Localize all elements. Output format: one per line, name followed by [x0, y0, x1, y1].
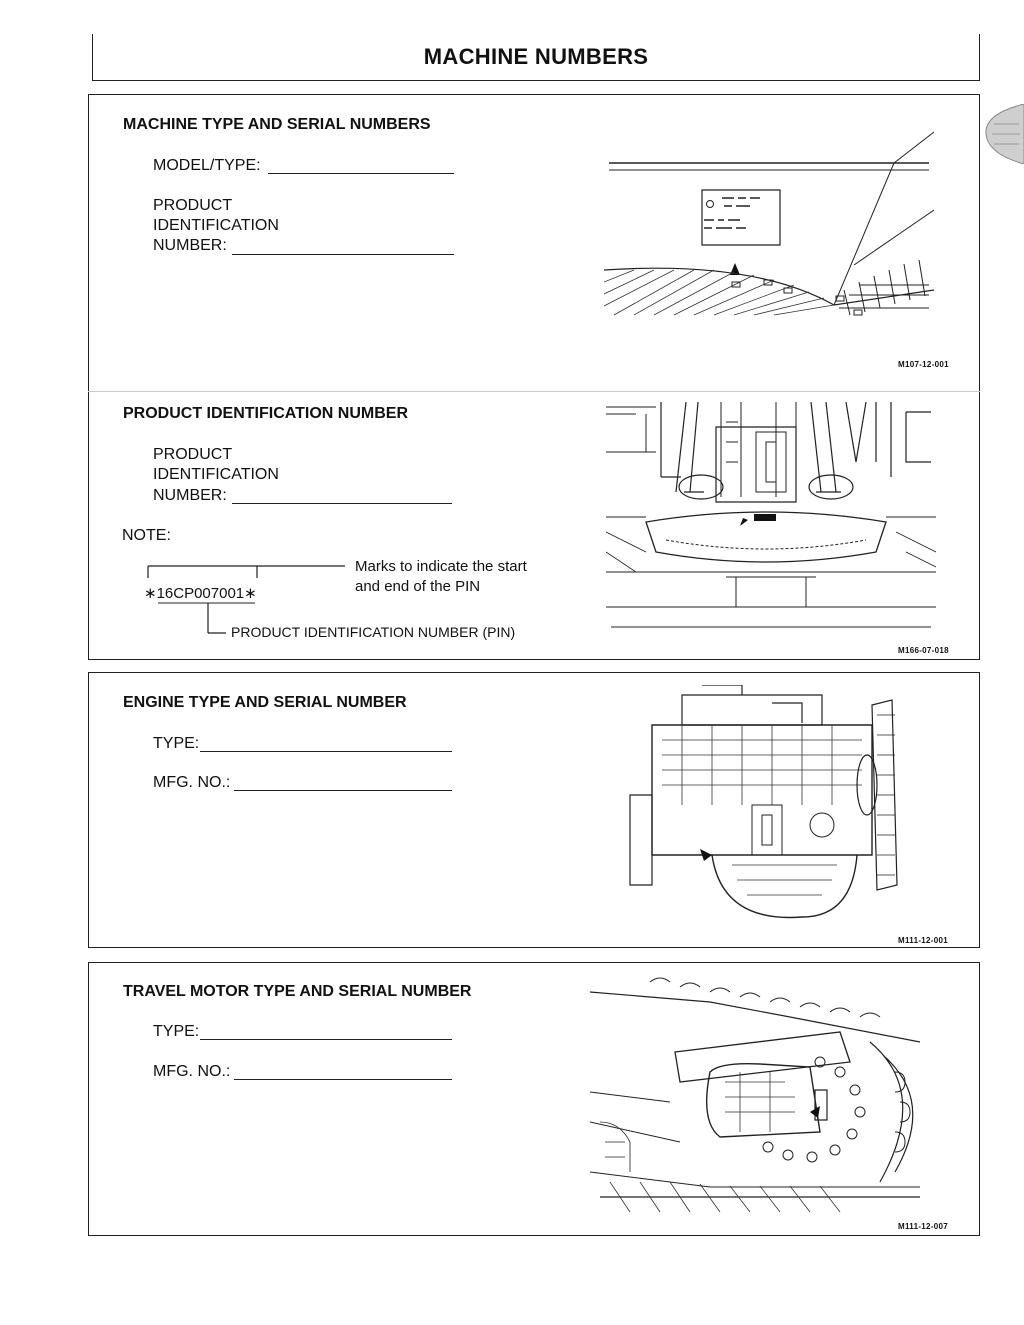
page-title: MACHINE NUMBERS	[423, 44, 649, 69]
figure-code-1: M107-12-001	[898, 360, 949, 369]
pin-label-line3: NUMBER:	[153, 237, 227, 254]
section-heading-pin: PRODUCT IDENTIFICATION NUMBER	[123, 405, 409, 422]
pin-caption: PRODUCT IDENTIFICATION NUMBER (PIN)	[231, 624, 516, 640]
section-heading-engine: ENGINE TYPE AND SERIAL NUMBER	[123, 694, 407, 711]
pin-blank	[232, 254, 454, 255]
boom-base-figure	[606, 402, 936, 634]
figure-code-2: M166-07-018	[898, 646, 949, 655]
motor-mfg-blank	[234, 1079, 452, 1080]
engine-figure	[622, 685, 912, 923]
figure-code-3: M111-12-001	[898, 936, 949, 945]
motor-type-blank	[200, 1039, 452, 1040]
engine-type-label: TYPE:	[153, 735, 200, 752]
title-box	[92, 34, 980, 81]
pin-label-line2: IDENTIFICATION	[153, 217, 279, 234]
pin-label-line1: PRODUCT	[153, 197, 233, 214]
pin2-label-line3: NUMBER:	[153, 487, 227, 504]
motor-mfg-label: MFG. NO.:	[153, 1063, 231, 1080]
note-label: NOTE:	[122, 527, 171, 544]
figure-code-4: M111-12-007	[898, 1222, 949, 1231]
engine-type-blank	[200, 751, 452, 752]
section-heading-machine-type: MACHINE TYPE AND SERIAL NUMBERS	[123, 116, 431, 133]
model-type-blank	[268, 173, 454, 174]
nameplate-figure	[604, 130, 934, 325]
marks-note-line1: Marks to indicate the start	[355, 558, 527, 575]
model-type-label: MODEL/TYPE:	[153, 157, 261, 174]
pin2-label-line2: IDENTIFICATION	[153, 466, 279, 483]
pin2-blank	[232, 503, 452, 504]
motor-type-label: TYPE:	[153, 1023, 200, 1040]
panel-divider	[88, 391, 980, 392]
pin2-label-line1: PRODUCT	[153, 446, 233, 463]
marks-note-line2: and end of the PIN	[355, 578, 481, 595]
pin-example: ∗16CP007001∗	[144, 585, 257, 602]
engine-mfg-blank	[234, 790, 452, 791]
thumb-tab-mark	[984, 104, 1024, 164]
travel-motor-figure	[590, 972, 940, 1217]
engine-mfg-label: MFG. NO.:	[153, 774, 231, 791]
section-heading-travel-motor: TRAVEL MOTOR TYPE AND SERIAL NUMBER	[123, 983, 472, 1000]
